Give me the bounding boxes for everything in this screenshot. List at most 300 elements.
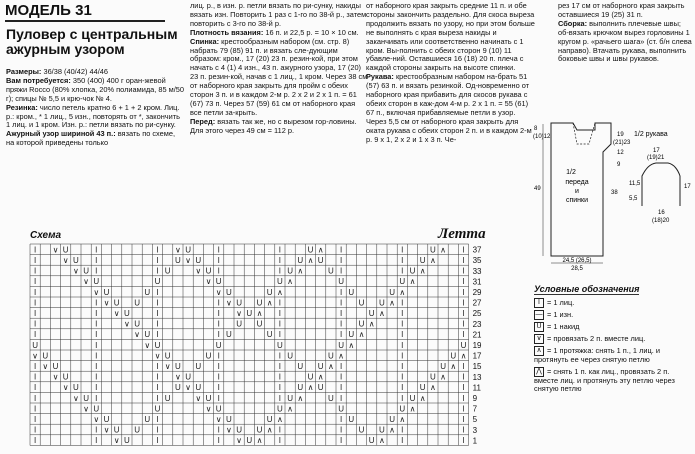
chart-symbol: I [33, 256, 37, 265]
chart-symbol: I [156, 245, 159, 255]
chart-symbol: ∨ [113, 436, 120, 446]
chart-symbol: I [462, 287, 465, 297]
chart-symbol: I [95, 245, 98, 255]
chart-symbol: I [401, 245, 404, 255]
sleeve-bottom-1: 16 [658, 210, 665, 216]
chart-symbol: I [462, 425, 465, 435]
chart-symbol: I [95, 362, 98, 371]
chart-symbol: ∨ [103, 298, 110, 308]
chart-symbol: ∨ [174, 372, 181, 382]
legend-item [534, 346, 694, 365]
chart-symbol: ∧ [317, 245, 324, 255]
assembly-label: Сборка: [558, 18, 588, 28]
legend-text: = 1 накид [547, 321, 580, 331]
chart-symbol: I [339, 393, 343, 403]
chart-symbol: U [256, 319, 263, 329]
chart-symbol: U [205, 351, 212, 361]
chart-symbol: ∨ [32, 351, 39, 361]
chart-symbol: I [339, 256, 343, 265]
chart-symbol: I [401, 372, 404, 382]
chart-symbol: I [462, 436, 465, 446]
body-label-4: спинки [565, 197, 589, 204]
chart-symbol: ∨ [185, 256, 192, 265]
row-number: 11 [472, 383, 481, 393]
sleeve-left-1: 11,5 [629, 181, 641, 187]
chart-symbol: ∧ [276, 287, 283, 297]
lace-label: Ажурный узор шириной 43 п.: [6, 129, 116, 139]
chart-symbol: U [297, 362, 304, 371]
chart-symbol: U [134, 298, 140, 308]
dim-right-3: 38 [611, 190, 618, 196]
chart-symbol: U [205, 393, 212, 403]
chart-symbol: I [217, 256, 220, 265]
sleeve-text: крестообразным набором на-брать 51 (57) 63 п. и вязать резинкой. Од-новременно от наборного края прибавить для скосов рукава с обеих сторон в каж-дом 4-м р. 2 х 1 п. = 55 (61) 67 п., включая прибавляемые петли в узор. Через 5,5 см от наборного края закрыть для оката рукава с обеих сторон 2 п. и в каждом 2-м р. 9 х 1, 2 х 2 и 1 х 3 п. Че- [366, 72, 532, 144]
text-column-2 [190, 2, 368, 136]
chart-symbol: I [278, 309, 282, 318]
row-number: 17 [472, 351, 482, 361]
body-label-1: 1/2 [566, 169, 576, 176]
chart-symbol: I [217, 245, 220, 255]
chart-symbol: I [462, 372, 465, 382]
chart-symbol: U [185, 372, 191, 382]
chart-symbol: U [164, 393, 171, 403]
chart-symbol: U [419, 256, 426, 265]
chart-symbol: ∧ [399, 415, 406, 424]
chart-symbol: ∨ [144, 340, 151, 350]
chart-symbol: I [95, 383, 98, 393]
text-column-3 [366, 2, 536, 145]
chart-symbol: ∨ [113, 309, 120, 318]
chart-symbol: I [33, 425, 37, 435]
dim-bottom-2: 28,5 [571, 266, 583, 272]
chart-symbol: U [328, 351, 334, 361]
chart-symbol: ∨ [134, 330, 141, 340]
chart-symbol: I [156, 415, 159, 424]
chart-symbol: U [368, 436, 375, 446]
dim-right-1: 12 [617, 150, 624, 156]
chart-symbol: U [297, 383, 304, 393]
chart-symbol: I [278, 245, 282, 255]
chart-symbol: I [33, 298, 37, 308]
chart-symbol: I [339, 383, 343, 393]
chart-symbol: U [215, 340, 222, 350]
sleeve-right: 17 [684, 184, 691, 190]
chart-symbol: I [339, 245, 343, 255]
chart-symbol: U [73, 383, 79, 393]
chart-symbol: U [215, 277, 222, 287]
chart-symbol: I [95, 436, 98, 446]
chart-title: Схема [30, 230, 62, 241]
chart-symbol: U [266, 330, 273, 340]
lace-text: вязать по схеме, на которой приведены только [6, 129, 176, 148]
chart-symbol: I [33, 266, 37, 276]
chart-symbol: ∧ [378, 436, 385, 446]
legend-item [534, 334, 694, 344]
chart-symbol: ∨ [195, 266, 202, 276]
chart-symbol: ∧ [368, 319, 375, 329]
title-line-1: Пуловер с центральным [6, 26, 178, 42]
chart-symbol: I [156, 362, 159, 371]
sleeve-outline [642, 163, 680, 206]
chart-symbol: U [42, 351, 49, 361]
chart-symbol: U [144, 415, 151, 424]
legend-text: = 1 протяжка: снять 1 п., 1 лиц. и протянуть ее через снятую петлю [534, 345, 661, 364]
chart-symbol: ∧ [409, 277, 416, 287]
chart-symbol: U [195, 256, 202, 265]
chart-symbol: I [217, 425, 220, 435]
chart-symbol: U [287, 351, 293, 361]
chart-symbol: I [339, 298, 343, 308]
chart-symbol: ∧ [409, 404, 416, 414]
chart-symbol: U [134, 425, 140, 435]
chart-symbol: I [156, 425, 159, 435]
col4-paragraph-1: рез 17 см от наборного края закрыть оставшиеся 19 (25) 31 п. [558, 1, 685, 19]
chart-symbol: U [246, 436, 253, 446]
chart-symbol: I [33, 393, 37, 403]
chart-symbol: ∨ [215, 415, 222, 424]
chart-symbol: U [399, 404, 406, 414]
body-outline [551, 123, 611, 256]
chart-symbol: I [217, 309, 220, 318]
chart-symbol: I [462, 298, 465, 308]
legend-symbol: — [535, 311, 543, 318]
chart-symbol: I [217, 362, 220, 371]
row-number: 5 [472, 415, 478, 425]
chart-symbol: U [154, 277, 161, 287]
chart-symbol: I [95, 372, 98, 382]
row-number: 35 [472, 256, 482, 266]
chart-symbol: I [156, 256, 159, 265]
row-number: 23 [472, 319, 482, 329]
chart-symbol: ∧ [348, 340, 355, 350]
assembly-text: выполнить плечевые швы; об-вязать крючком вырез горловины 1 кругом р. «рачьего шага» (ст. б/н слева направо). Втачать рукава, выполнить боковые швы и швы рукавов. [558, 18, 692, 64]
chart-symbol: I [339, 425, 343, 435]
chart-symbol: U [236, 425, 242, 435]
row-number: 21 [472, 330, 482, 340]
chart-symbol: U [328, 393, 334, 403]
row-number: 37 [472, 245, 482, 255]
sleeve-top-2: (19)21 [647, 155, 665, 161]
chart-symbol: ∨ [42, 362, 49, 371]
chart-symbol: ∨ [103, 425, 110, 435]
chart-symbol: I [278, 383, 282, 393]
density-label: Плотность вязания: [190, 27, 264, 37]
chart-symbol: U [124, 309, 130, 318]
legend-symbol: I [534, 298, 544, 308]
legend-text: = снять 1 п. как лиц., провязать 2 п. вместе лиц. и протянуть эту петлю через снятую петлю [534, 366, 675, 394]
chart-symbol: I [462, 330, 465, 340]
chart-symbol: U [317, 256, 324, 265]
chart-symbol: U [195, 383, 202, 393]
chart-symbol: U [52, 362, 59, 371]
legend-text: = 1 лиц. [547, 297, 575, 307]
chart-symbol: ∨ [164, 362, 171, 371]
chart-symbol: ∧ [419, 393, 426, 403]
text-column-4 [558, 2, 692, 64]
chart-symbol: ∨ [236, 309, 243, 318]
chart-symbol: ∧ [287, 404, 294, 414]
sleeve-top-1: 17 [653, 148, 660, 154]
chart-symbol: I [462, 415, 465, 424]
chart-symbol: ∧ [389, 425, 396, 435]
chart-symbol: I [462, 362, 465, 371]
chart-symbol: I [401, 383, 404, 393]
dim-top-left-2: (10)12 [533, 134, 551, 140]
chart-symbol: U [256, 298, 263, 308]
chart-symbol: I [95, 266, 98, 276]
chart-symbol: U [154, 340, 161, 350]
front-text: вязать так же, но с вырезом гор-ловины. Для этого через 49 см = 112 р. [190, 116, 357, 135]
chart-symbol: U [73, 256, 79, 265]
row-number: 1 [472, 436, 478, 446]
chart-symbol: I [217, 383, 220, 393]
chart-symbol: ∨ [225, 298, 232, 308]
chart-symbol: I [217, 372, 220, 382]
chart-symbol: U [440, 362, 446, 371]
sizes-text: 36/38 (40/42) 44/46 [43, 67, 108, 76]
chart-symbol: ∨ [123, 319, 130, 329]
row-number: 27 [472, 298, 482, 308]
chart-symbol: ∧ [327, 362, 334, 371]
chart-symbol: I [401, 362, 404, 371]
chart-symbol: I [401, 266, 404, 276]
chart-symbol: U [164, 351, 171, 361]
chart-symbol: I [462, 404, 465, 414]
chart-symbol: I [156, 383, 159, 393]
chart-symbol: I [339, 319, 343, 329]
chart-symbol: I [95, 351, 98, 361]
chart-symbol: U [103, 287, 110, 297]
chart-symbol: I [462, 309, 465, 318]
chart-symbol: I [156, 393, 159, 403]
chart-symbol: ∨ [225, 425, 232, 435]
chart-symbol: ∧ [460, 351, 467, 361]
chart-symbol: ∧ [307, 256, 314, 265]
chart-symbol: I [462, 319, 465, 329]
row-number: 9 [472, 394, 478, 403]
chart-symbol: I [401, 340, 404, 350]
chart-symbol: U [460, 340, 467, 350]
chart-symbol: U [297, 256, 304, 265]
text-column-1 [6, 68, 184, 148]
chart-symbol: U [287, 393, 293, 403]
chart-symbol: U [430, 372, 436, 382]
chart-symbol: U [185, 245, 191, 255]
chart-symbol: U [62, 245, 69, 255]
chart-symbol: ∧ [266, 298, 273, 308]
chart-symbol: I [401, 309, 404, 318]
chart-symbol: I [33, 319, 37, 329]
chart-symbol: U [277, 340, 283, 350]
chart-symbol: I [156, 298, 159, 308]
col3-paragraph-1: от наборного края закрыть средние 11 п. и обе стороны закончить раздельно. Для скоса выреза продолжить вязать по узору, но при этом больше не выполнять с края выреза накиды и заканчивать или соответственно начинать с 1 кром. Вы-полнить с обеих сторон 9 (10) 11 убавле-ний. Оставшиеся 16 (18) 20 п. плеча с каждой стороны закрыть на высоте спинки. [366, 1, 535, 73]
chart-symbol: I [278, 351, 282, 361]
chart-symbol: U [379, 425, 385, 435]
chart-symbol: I [278, 362, 282, 371]
chart-symbol: I [401, 436, 404, 446]
chart-symbol: ∨ [52, 245, 59, 255]
chart-symbol: I [462, 266, 465, 276]
chart-symbol: I [401, 319, 404, 329]
chart-symbol: U [389, 287, 395, 297]
legend-item [534, 310, 694, 320]
chart-symbol: U [368, 309, 375, 318]
title-line-2: ажурным узором [6, 41, 125, 57]
chart-symbol: U [307, 372, 314, 382]
chart-symbol: I [33, 362, 37, 371]
chart-symbol: ∨ [62, 383, 69, 393]
chart-symbol: ∧ [307, 383, 314, 393]
chart-symbol: I [156, 309, 159, 318]
legend-symbol: ⋀ [534, 367, 544, 377]
need-label: Вам потребуется: [6, 75, 71, 85]
chart-symbol: ∧ [256, 436, 263, 446]
chart-symbol: ∨ [205, 277, 212, 287]
chart-symbol: U [317, 383, 324, 393]
chart-symbol: U [226, 330, 232, 340]
body-schematic [533, 116, 633, 276]
chart-symbol: U [93, 277, 100, 287]
legend-item [534, 322, 694, 332]
chart-symbol: U [164, 266, 171, 276]
sleeve-label: 1/2 рукава [634, 131, 668, 138]
chart-symbol: U [307, 245, 314, 255]
chart-symbol: I [33, 415, 37, 424]
dim-bottom: 24,5 (26,5) [562, 258, 592, 264]
density-text: 16 п. и 22,5 р. = 10 × 10 см. [265, 27, 359, 37]
chart-symbol: ∨ [185, 383, 192, 393]
legend-item [534, 298, 694, 308]
chart-symbol: I [278, 256, 282, 265]
chart-symbol: I [278, 266, 282, 276]
chart-symbol: I [462, 383, 465, 393]
chart-symbol: U [399, 277, 406, 287]
rib-label: Резинка: [6, 102, 38, 112]
chart-symbol: ∧ [338, 351, 345, 361]
chart-symbol: I [339, 372, 343, 382]
chart-symbol: I [217, 393, 220, 403]
chart-symbol: I [95, 309, 98, 318]
chart-symbol: U [83, 266, 89, 276]
chart-symbol: I [33, 287, 37, 297]
chart-symbol: ∧ [297, 266, 304, 276]
chart-symbol: U [338, 404, 344, 414]
chart-symbol: U [317, 362, 324, 371]
chart-symbol: ∧ [266, 425, 273, 435]
chart-symbol: U [32, 340, 38, 350]
chart-symbol: I [33, 404, 37, 414]
chart-symbol: U [328, 266, 334, 276]
chart-symbol: U [236, 319, 242, 329]
chart-symbol: I [95, 298, 98, 308]
chart-symbol: ∧ [440, 245, 447, 255]
chart-symbol: I [95, 340, 98, 350]
legend-symbol: U [534, 322, 544, 332]
chart-symbol: U [103, 415, 110, 424]
pattern-title [6, 27, 181, 57]
row-number: 3 [472, 425, 478, 435]
legend-symbol: ∧ [534, 346, 544, 356]
chart-symbol: U [266, 415, 273, 424]
chart-symbol: I [278, 330, 282, 340]
chart-symbol: I [156, 372, 159, 382]
chart-symbol: I [33, 383, 37, 393]
chart-symbol: ∧ [297, 393, 304, 403]
chart-symbol: U [277, 277, 283, 287]
chart-symbol: I [339, 287, 343, 297]
chart-symbol: U [236, 298, 242, 308]
chart-symbol: I [401, 256, 404, 265]
legend-item [534, 367, 694, 394]
sizes-label: Размеры: [6, 67, 42, 76]
chart-symbol: ∨ [93, 287, 100, 297]
chart-symbol: U [195, 362, 202, 371]
chart-symbol: ∨ [236, 436, 243, 446]
chart-symbol: U [226, 287, 232, 297]
chart-symbol: U [144, 330, 151, 340]
chart-symbol: U [226, 415, 232, 424]
chart-symbol: U [338, 277, 344, 287]
chart-symbol: U [430, 245, 436, 255]
legend-list [534, 298, 694, 396]
chart-symbol: I [278, 393, 282, 403]
chart-symbol: I [33, 277, 37, 287]
chart-symbol: ∧ [358, 330, 365, 340]
chart-symbol: I [156, 330, 159, 340]
chart-symbol: U [83, 393, 89, 403]
chart-symbol: I [95, 393, 98, 403]
signature: Летта [438, 226, 486, 242]
chart-symbol: U [246, 309, 253, 318]
chart-symbol: I [33, 309, 37, 318]
chart-symbol: I [462, 256, 465, 265]
body-label-3: и [575, 188, 579, 195]
chart-symbol: I [278, 425, 282, 435]
col2-paragraph-1: лиц. р., в изн. р. петли вязать по ри-сунку, накиды вязать изн. Повторить 1 раз с 1-го по 38-й р., затем повторить с 3-го по 38-й р. [190, 1, 367, 28]
chart-symbol: U [256, 425, 263, 435]
chart-symbol: ∧ [256, 309, 263, 318]
sleeve-schematic [628, 128, 694, 226]
chart-symbol: U [358, 425, 365, 435]
chart-symbol: ∧ [378, 309, 385, 318]
row-number: 7 [472, 404, 478, 414]
chart-symbol: I [217, 298, 220, 308]
chart-symbol: U [379, 298, 385, 308]
chart-symbol: U [113, 425, 120, 435]
sleeve-bottom-2: (18)20 [652, 218, 670, 224]
chart-symbol: I [462, 245, 465, 255]
chart-symbol: I [401, 425, 404, 435]
chart-symbol: U [175, 383, 181, 393]
chart-symbol: ∧ [399, 287, 406, 297]
chart-symbol: ∧ [450, 362, 457, 371]
row-number: 13 [472, 372, 482, 382]
chart-symbol: U [358, 298, 365, 308]
dim-left: 49 [534, 186, 541, 192]
chart-symbol: U [124, 436, 130, 446]
chart-symbol: ∧ [440, 372, 447, 382]
need-text: 350 (400) 400 г оран-жевой пряжи Rocco (80% хлопка, 20% полиамида, 85 м/50 г); спицы № 5,5 и крю-чок № 4. [6, 75, 184, 103]
dim-right-2: 9 [617, 162, 621, 168]
chart-symbol: ∨ [52, 372, 59, 382]
chart-symbol: I [33, 372, 37, 382]
chart-symbol: I [33, 245, 37, 255]
sleeve-left-2: 5,5 [629, 196, 638, 202]
chart-symbol: U [338, 340, 344, 350]
chart-symbol: U [175, 362, 181, 371]
dim-top-right: 19 [617, 132, 624, 138]
chart-symbol: I [278, 319, 282, 329]
